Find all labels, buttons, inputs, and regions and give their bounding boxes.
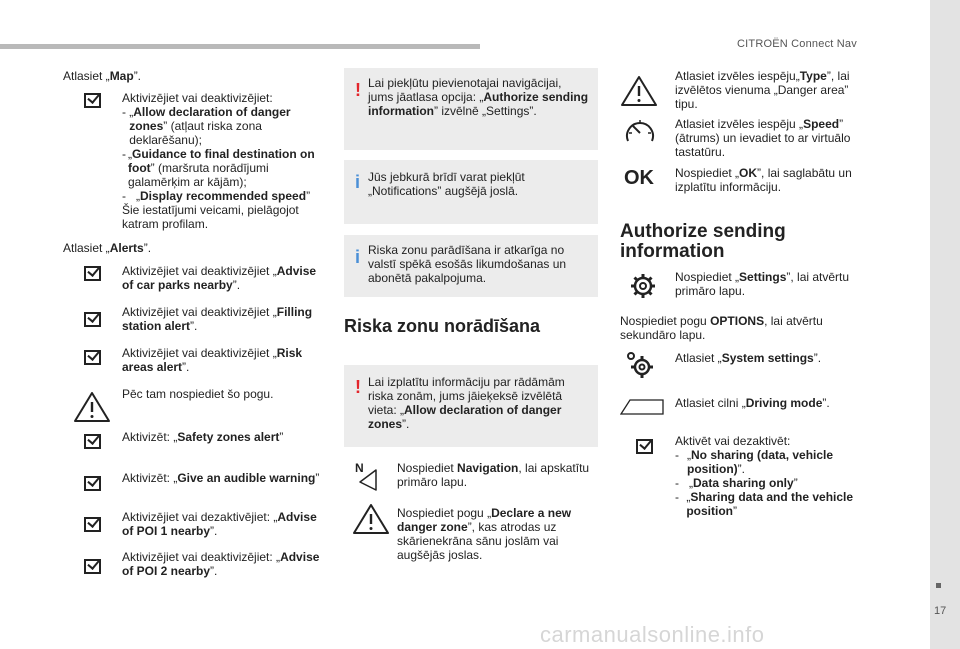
settings-gear-icon: [629, 272, 657, 300]
ok-button-icon: OK: [624, 167, 654, 189]
checkbox-icon: [84, 350, 101, 365]
info-mark-icon: i: [355, 172, 361, 192]
step-text: Atlasiet izvēles iespēju „Speed” (ātrums) un ievadiet to ar virtuālo tastatūru.: [675, 117, 851, 159]
map-item-desc: ”: [306, 189, 311, 203]
alert-item: Aktivizēt: „Safety zones alert”: [122, 430, 284, 444]
map-options-block: [122, 91, 322, 231]
activate-item: - „Data sharing only”: [675, 476, 798, 490]
checkbox-icon: [84, 266, 101, 281]
navigation-compass-icon: [355, 460, 381, 492]
warning-note: ! Lai izplatītu informāciju par rādāmām riska zonām, jums jāieķeksē izvēlētā vieta: „Allow declaration of danger zones”.: [344, 365, 598, 447]
info-note-text: Jūs jebkurā brīdī varat piekļūt „Notifications” augšējā joslā.: [368, 170, 525, 198]
step-text: Nospiediet pogu „Declare a new danger zone”, kas atrodas uz skārienekrāna sānu joslām vai augšējās joslas.: [397, 506, 572, 562]
step-text: Nospiediet „Settings”, lai atvērtu primāro lapu.: [675, 270, 850, 298]
checkbox-icon: [84, 312, 101, 327]
activate-block: [675, 434, 865, 518]
select-map-line: Atlasiet „Map”.: [63, 69, 142, 83]
section-heading: Riska zonu norādīšana: [344, 316, 541, 336]
warning-mark-icon: !: [355, 377, 361, 397]
step-text: Atlasiet cilni „Driving mode”.: [675, 396, 830, 410]
svg-text:N: N: [355, 461, 364, 475]
warning-mark-icon: !: [355, 80, 361, 100]
warning-note: ! Lai piekļūtu pievienotajai navigācijai, jums jāatlasa opcija: „Authorize sending information” izvēlnē „Settings”.: [344, 68, 598, 150]
map-intro: Aktivizējiet vai deaktivizējiet:: [122, 91, 273, 105]
activate-item: - „Sharing data and the vehicle position”: [675, 490, 854, 518]
warning-triangle-icon: [352, 503, 390, 535]
checkbox-icon: [636, 439, 653, 454]
map-item-name: Display recommended speed: [140, 189, 307, 203]
activate-intro: Aktivēt vai dezaktivēt:: [675, 434, 791, 448]
side-strip: [930, 0, 960, 649]
continue-marker: [936, 583, 941, 588]
map-item-desc: ” (atļaut riska zona deklarēšanu);: [129, 119, 262, 147]
map-item-desc: ” (maršruta norādījumi galamērķim ar kājām);: [128, 161, 269, 189]
alert-item: Aktivizējiet vai deaktivizējiet „Advise of car parks nearby”.: [122, 264, 317, 292]
options-instruction: Nospiediet pogu OPTIONS, lai atvērtu sekundāro lapu.: [620, 314, 823, 342]
checkbox-icon: [84, 476, 101, 491]
section-heading: Authorize sending information: [620, 221, 786, 262]
step-text: Nospiediet Navigation, lai apskatītu primāro lapu.: [397, 461, 590, 489]
top-rule: [0, 44, 480, 49]
checkbox-icon: [84, 517, 101, 532]
alert-item: Pēc tam nospiediet šo pogu.: [122, 387, 274, 401]
alert-item: Aktivizēt: „Give an audible warning”: [122, 471, 320, 485]
alert-item: Aktivizējiet vai deaktivizējiet: „Advise of POI 2 nearby”.: [122, 550, 320, 578]
tab-icon: [620, 398, 664, 416]
checkbox-icon: [84, 559, 101, 574]
watermark: carmanualsonline.info: [540, 622, 765, 647]
warning-triangle-icon: [620, 75, 658, 107]
activate-item: - „No sharing (data, vehicle position)”.: [675, 448, 834, 476]
info-note: [344, 235, 598, 297]
alert-item: Aktivizējiet vai dezaktivējiet: „Advise of POI 1 nearby”.: [122, 510, 317, 538]
info-note: [344, 160, 598, 224]
map-label: Map: [109, 69, 134, 83]
checkbox-icon: [84, 434, 101, 449]
alert-item: Aktivizējiet vai deaktivizējiet „Risk areas alert”.: [122, 346, 303, 374]
alert-item: Aktivizējiet vai deaktivizējiet „Filling station alert”.: [122, 305, 313, 333]
info-note-text: Riska zonu parādīšana ir atkarīga no valstī spēkā esošās likumdošanas un abonētā pakalpojuma.: [368, 243, 567, 285]
map-item-name: Guidance to final destination on foot: [128, 147, 315, 175]
info-mark-icon: i: [355, 247, 361, 267]
map-footer-note: Šie iestatījumi veicami, pielāgojot katram profilam.: [122, 203, 299, 231]
step-text: Nospiediet „OK”, lai saglabātu un izplatītu informāciju.: [675, 166, 852, 194]
brand-title: CITROËN Connect Nav: [737, 38, 857, 50]
system-settings-gears-icon: [624, 350, 658, 380]
checkbox-icon: [84, 93, 101, 108]
map-item: - „Display recommended speed”: [122, 189, 311, 203]
page-number: 17: [934, 605, 947, 617]
step-text: Atlasiet izvēles iespēju„Type”, lai izvēlētos vienuma „Danger area” tipu.: [675, 69, 850, 111]
map-item: - „Guidance to final destination on foot” (maršruta norādījumi galamērķim ar kājām);: [122, 147, 315, 189]
select-alerts-line: Atlasiet „Alerts”.: [63, 241, 152, 255]
alerts-label: Alerts: [109, 241, 144, 255]
map-item: - „Allow declaration of danger zones” (atļaut riska zona deklarēšanu);: [122, 105, 291, 147]
warning-triangle-icon: [73, 391, 111, 423]
step-text: Atlasiet „System settings”.: [675, 351, 822, 365]
map-item-name: Allow declaration of danger zones: [129, 105, 291, 133]
speedometer-icon: [624, 117, 656, 147]
